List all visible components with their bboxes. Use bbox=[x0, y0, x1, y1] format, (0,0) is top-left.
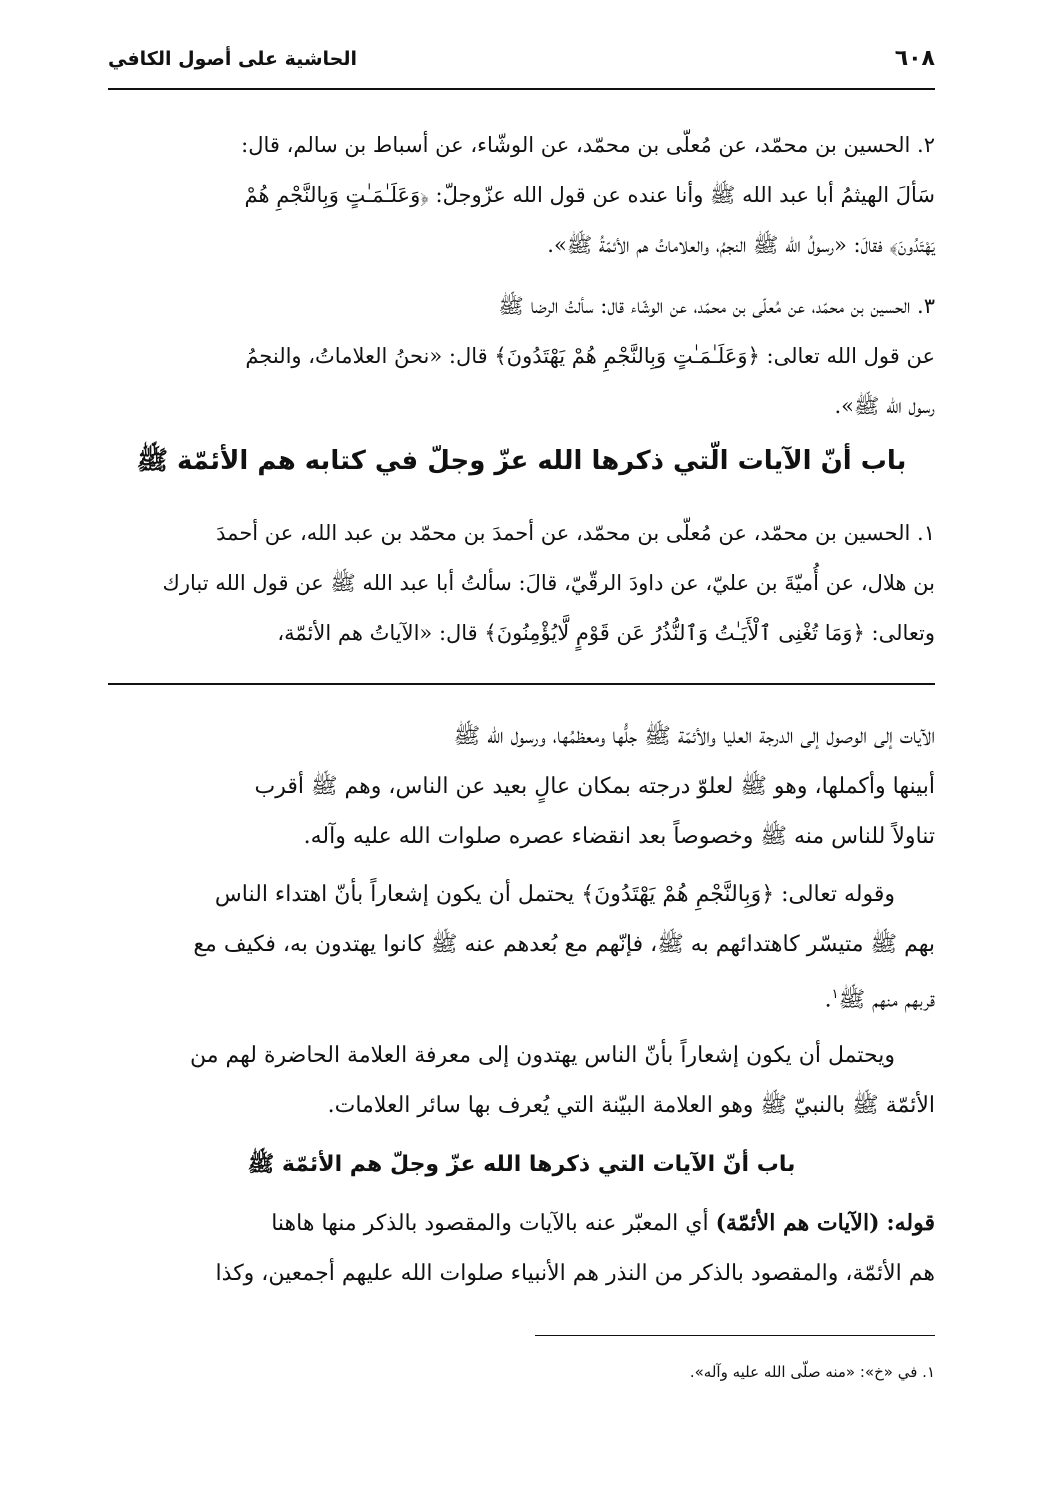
commentary-paragraph-2 bbox=[108, 870, 935, 1025]
commentary-line bbox=[108, 1198, 935, 1249]
chapter-heading: باب أنّ الآيات الّتي ذكرها الله عزّ وجلّ في كتابه هم الأئمّة ﷺ bbox=[136, 446, 907, 476]
commentary-line: تناولاً للناس منه ﷺ وخصوصاً بعد انقضاء عصره صلوات الله عليه وآله. bbox=[303, 824, 935, 849]
commentary-line: هم الأئمّة، والمقصود بالذكر من النذر هم الأنبياء صلوات الله عليهم أجمعين، وكذا bbox=[215, 1261, 935, 1286]
commentary-paragraph-3 bbox=[108, 1031, 935, 1131]
header-rule bbox=[108, 88, 935, 90]
commentary-text: قربهم منهم ﷺ bbox=[838, 987, 935, 1013]
commentary-line: قربهم منهم ﷺ$^١$. bbox=[824, 987, 935, 1013]
commentary-paragraph-4 bbox=[108, 1198, 935, 1299]
commentary-line: أبينها وأكملها، وهو ﷺ لعلوّ درجته بمكان عالٍ بعيد عن الناس، وهم ﷺ أقرب bbox=[254, 774, 935, 799]
hadith-line: بن هلال، عن أُميّةَ بن عليّ، عن داودَ الرقّيّ، قالَ: سألتُ أبا عبد الله ﷺ عن قول الله تبارك bbox=[162, 571, 935, 595]
text-commentary-divider bbox=[108, 683, 935, 685]
commentary-chapter-heading: باب أنّ الآيات التي ذكرها الله عزّ وجلّ هم الأئمّة ﷺ bbox=[247, 1152, 796, 1177]
page-header bbox=[108, 36, 935, 82]
hadith-line: ٣. الحسين بن محمّد، عن مُعلّى بن محمّد، عن الوشّاء قال: سألتُ الرضا ﷺ bbox=[498, 294, 935, 318]
page-number: ٦٠٨ bbox=[894, 46, 935, 71]
chapter-hadith-1 bbox=[108, 508, 935, 658]
commentary-paragraph-1 bbox=[108, 712, 935, 862]
commentary-line: ويحتمل أن يكون إشعاراً بأنّ الناس يهتدون إلى معرفة العلامة الحاضرة لهم من bbox=[190, 1043, 895, 1068]
hadith-line: ٢. الحسين بن محمّد، عن مُعلّى بن محمّد، عن الوشّاء، عن أسباط بن سالم، قال: bbox=[241, 133, 935, 157]
hadith-line: وتعالى: ﴿وَمَا تُغْنِى ٱلْأَيَـٰتُ وَٱلنُّذُرُ عَن قَوْمٍ لَّايُؤْمِنُونَ﴾ قال: «الآياتُ هم الأئمّة، bbox=[277, 621, 935, 645]
book-title: الحاشية على أصول الكافي bbox=[108, 48, 358, 70]
footnote-reference[interactable]: ١ bbox=[831, 987, 839, 1002]
commentary-label: قوله: bbox=[886, 1210, 935, 1236]
commentary-line: وقوله تعالى: ﴿وَبِالنَّجْمِ هُمْ يَهْتَدُونَ﴾ يحتمل أن يكون إشعاراً بأنّ اهتداء الناس bbox=[214, 882, 895, 907]
hadith-2 bbox=[108, 120, 935, 270]
commentary-text: أي المعبّر عنه بالآيات والمقصود بالذكر منها هاهنا bbox=[271, 1211, 709, 1236]
hadith-line: سَألَ الهيثمُ أبا عبد الله ﷺ وأنا عنده عن قول الله عزّوجلّ: ﴿وَعَلَـٰمَـٰتٍ وَبِالنَّجْمِ هُمْ bbox=[244, 183, 935, 207]
hadith-line: يَهْتَدُونَ﴾ فقالَ: «رسولُ الله ﷺ النجمُ، والعلاماتُ هم الأئمّةُ ﷺ». bbox=[547, 233, 935, 257]
footnote-rule bbox=[535, 1335, 935, 1336]
commentary-line: بهم ﷺ متيسّر كاهتدائهم به ﷺ، فإنّهم مع بُعدهم عنه ﷺ كانوا يهتدون به، فكيف مع bbox=[193, 932, 935, 957]
commentary-line: الأئمّة ﷺ بالنبيّ ﷺ وهو العلامة البيّنة التي يُعرف بها سائر العلامات. bbox=[327, 1093, 935, 1118]
hadith-line: عن قول الله تعالى: ﴿وَعَلَـٰمَـٰتٍ وَبِالنَّجْمِ هُمْ يَهْتَدُونَ﴾ قال: «نحنُ العلاماتُ، والنجمُ bbox=[245, 344, 935, 368]
hadith-3 bbox=[108, 281, 935, 431]
footnote: ١. في «خ»: «منه صلّى الله عليه وآله». bbox=[689, 1363, 935, 1381]
commentary-line: الآيات إلى الوصول إلى الدرجة العليا والأئمّة ﷺ جلُّها ومعظمُها، ورسول الله ﷺ bbox=[453, 724, 935, 749]
hadith-line: ١. الحسين بن محمّد، عن مُعلّى بن محمّد، عن أحمدَ بن محمّد بن عبد الله، عن أحمدَ bbox=[216, 521, 935, 545]
hadith-line: رسول الله ﷺ». bbox=[834, 394, 935, 418]
quoted-phrase: (الآيات هم الأئمّة) bbox=[715, 1210, 880, 1236]
